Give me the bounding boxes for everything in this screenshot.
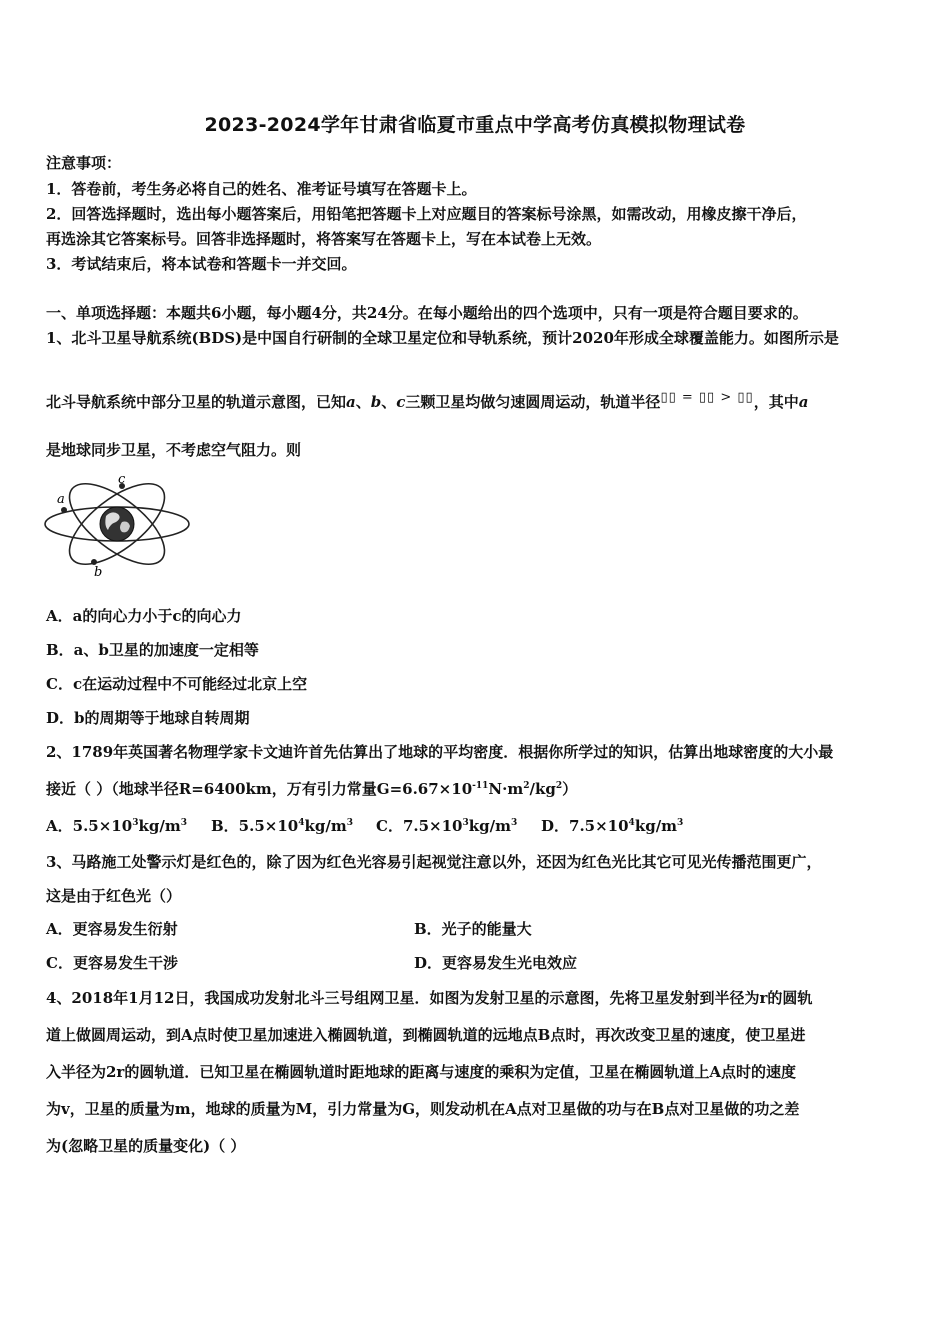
q3-option-c: C．更容易发生干涉 [46,954,178,972]
notice-heading: 注意事项： [46,154,122,172]
q1-line: 1、北斗卫星导航系统(BDS)是中国自行研制的全球卫星定位和导轨系统，预计2020年形成全球覆盖能力。如图所示是 [46,329,839,347]
q1-line [46,391,916,412]
section-heading: 一、单项选择题：本题共6小题，每小题4分，共24分。在每小题给出的四个选项中，只有一项是符合题目要求的。 [46,304,808,322]
notice-item: 1．答卷前，考生务必将自己的姓名、准考证号填写在答题卡上。 [46,180,477,198]
notice-item: 3．考试结束后，将本试卷和答题卡一并交回。 [46,255,357,273]
q2-line [46,778,916,799]
exponent: 3 [462,818,469,828]
q2-option-d [541,815,683,836]
exponent: 3 [677,818,684,828]
q1-option-b: B．a、b卫星的加速度一定相等 [46,641,259,659]
var-c: c [396,393,406,411]
var-a: a [798,393,809,411]
option-unit: kg/m [138,817,181,835]
option-unit: kg/m [468,817,511,835]
option-value: D．7.5×10 [541,817,629,835]
q2-option-c [376,815,517,836]
q1-text: 三颗卫星均做匀速圆周运动，轨道半径 [405,393,661,411]
exponent: 2 [555,781,563,791]
notice-item: 2．回答选择题时，选出每小题答案后，用铅笔把答题卡上对应题目的答案标号涂黑，如需改动，用橡皮擦干净后， [46,205,807,223]
label-a: a [57,492,65,507]
exponent: 3 [346,818,353,828]
exponent: 4 [628,818,635,828]
satellite-orbit-figure [44,470,194,580]
option-value: C．7.5×10 [376,817,463,835]
separator: 、 [355,393,371,411]
q3-option-a: A．更容易发生衍射 [46,920,178,938]
q2-text: ） [562,780,578,798]
q1-option-a: A．a的向心力小于c的向心力 [46,607,242,625]
satellite-a [61,507,67,513]
page-title: 2023-2024学年甘肃省临夏市重点中学高考仿真模拟物理试卷 [204,114,746,136]
q2-line: 2、1789年英国著名物理学家卡文迪许首先估算出了地球的平均密度．根据你所学过的知识，估算出地球密度的大小最 [46,743,834,761]
exponent: 3 [132,818,139,828]
var-b: b [370,393,382,411]
q3-line: 这是由于红色光（） [46,887,182,905]
q2-text: N·m [488,780,524,798]
exponent: 4 [298,818,305,828]
option-unit: kg/m [634,817,678,835]
q4-line: 入半径为2r的圆轨道．已知卫星在椭圆轨道时距地球的距离与速度的乘积为定值，卫星在椭圆轨道上A点时的速度 [46,1063,796,1081]
q1-text: ，其中 [753,393,799,411]
orbit-radius-formula: ▯▯ = ▯▯ > ▯▯ [660,390,754,405]
exponent: 2 [523,781,530,791]
var-a: a [346,393,356,411]
q2-text: /kg [529,780,556,798]
q2-option-a [46,815,187,836]
q3-option-d: D．更容易发生光电效应 [414,954,578,972]
q1-text: 北斗导航系统中部分卫星的轨道示意图，已知 [46,393,347,411]
exponent: 3 [180,818,187,828]
q1-line: 是地球同步卫星，不考虑空气阻力。则 [46,441,302,459]
notice-item: 再选涂其它答案标号。回答非选择题时，将答案写在答题卡上，写在本试卷上无效。 [46,230,602,248]
q4-line: 4、2018年1月12日，我国成功发射北斗三号组网卫星．如图为发射卫星的示意图，先将卫星发射到半径为r的圆轨 [46,989,813,1007]
q1-option-d: D．b的周期等于地球自转周期 [46,709,250,727]
option-unit: kg/m [304,817,347,835]
q3-option-b: B．光子的能量大 [414,920,532,938]
q3-line: 3、马路施工处警示灯是红色的，除了因为红色光容易引起视觉注意以外，还因为红色光比其它可见光传播范围更广， [46,853,822,871]
exponent: 3 [510,818,518,828]
q4-line: 为v，卫星的质量为m，地球的质量为M，引力常量为G，则发动机在A点对卫星做的功与在B点对卫星做的功之差 [46,1100,800,1118]
q1-option-c: C．c在运动过程中不可能经过北京上空 [46,675,308,693]
q2-text: 接近（ ）（地球半径R=6400km，万有引力常量G=6.67×10 [46,780,473,798]
earth-icon [100,507,134,541]
q4-line: 道上做圆周运动，到A点时使卫星加速进入椭圆轨道，到椭圆轨道的远地点B点时，再次改变卫星的速度，使卫星进 [46,1026,806,1044]
separator: 、 [381,393,397,411]
label-c: c [118,472,126,487]
label-b: b [94,565,103,580]
exponent: -11 [472,781,489,791]
q2-option-b [211,815,353,836]
option-value: A．5.5×10 [46,817,133,835]
option-value: B．5.5×10 [211,817,299,835]
q4-line: 为(忽略卫星的质量变化)（ ） [46,1137,246,1155]
